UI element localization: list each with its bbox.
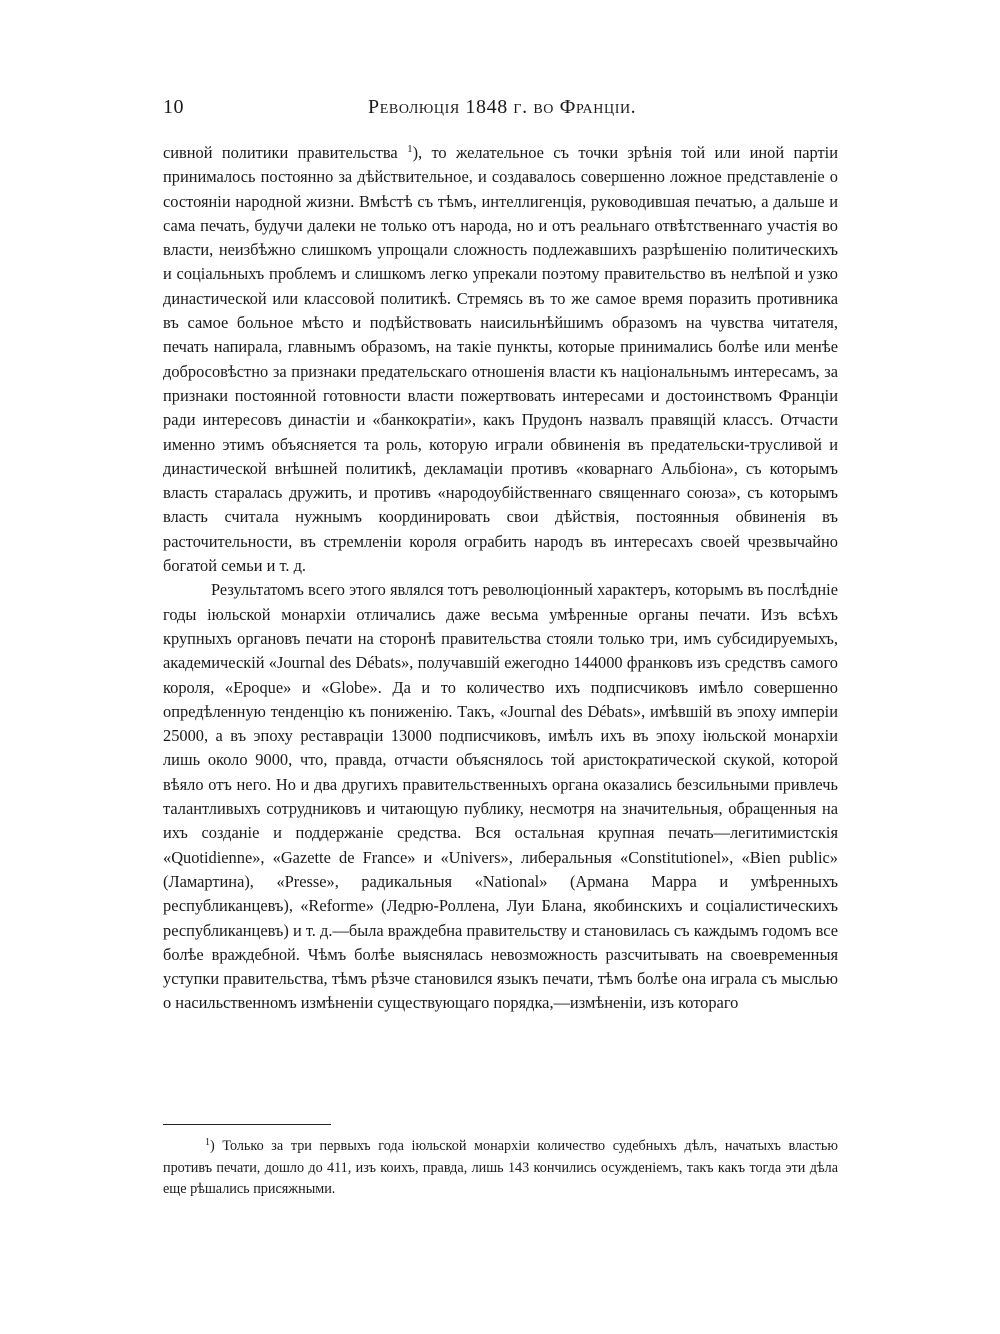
main-text [163, 141, 838, 1016]
running-title: Революція 1848 г. во Франціи. [368, 96, 637, 118]
paragraph-text: ), то желательное съ точки зрѣнія той или иной партіи принималось постоянно за дѣйствительное, и создавалось совершенно ложное представленіе о состояніи народной жизни. Вмѣстѣ съ тѣмъ, интеллигенція, руководившая печатью, а дальше и сама печать, будучи далеки не только отъ народа, но и отъ реальнаго отвѣтственнаго участія во власти, неизбѣжно слишкомъ упрощали сложность подлежавшихъ разрѣшенію политическихъ и соціальныхъ проблемъ и слишкомъ легко упрекали поэтому правительство въ нелѣпой и узко династической или классовой политикѣ. Стремясь въ то же самое время поразить противника въ самое больное мѣсто и подѣйствовать наисильнѣйшимъ образомъ на чувства читателя, печать напирала, главнымъ образомъ, на такіе пункты, которые принимались болѣе или менѣе добросовѣстно за признаки предательскаго отношенія власти къ національнымъ интересамъ, за признаки постоянной готовности власти пожертвовать интересами и достоинствомъ Франціи ради интересовъ династіи и «банкократіи», какъ Прудонъ назвалъ правящій классъ. Отчасти именно этимъ объясняется та роль, которую играли обвиненія въ предательски-трусливой и династической внѣшней политикѣ, декламаціи противъ «коварнаго Альбіона», съ которымъ власть старалась дружить, и противъ «народоубійственнаго священнаго союза», съ которымъ власть считала нужнымъ координировать свои дѣйствія, постоянныя обвиненія въ расточительности, въ стремленіи короля ограбить народъ въ интересахъ своей чрезвычайно богатой семьи и т. д. [163, 143, 838, 576]
paragraph: Результатомъ всего этого являлся тотъ революціонный характеръ, которымъ въ послѣдніе годы іюльской монархіи отличались даже весьма умѣренные органы печати. Изъ всѣхъ крупныхъ органовъ печати на сторонѣ правительства стояли только три, имъ субсидируемыхъ, академическій «Journal des Débats», получавшій ежегодно 144000 франковъ изъ средствъ самого короля, «Epoque» и «Globe». Да и то количество ихъ подписчиковъ имѣло совершенно опредѣленную тенденцію къ пониженію. Такъ, «Journal des Débats», имѣвшій въ эпоху имперіи 25000, а въ эпоху реставраціи 13000 подписчиковъ, имѣлъ ихъ въ эпоху іюльской монархіи лишь около 9000, что, правда, отчасти объяснялось той аристократической скукой, которой вѣяло отъ него. Но и два другихъ правительственныхъ органа оказались безсильными привлечь талантливыхъ сотрудниковъ и читающую публику, несмотря на значительныя, обращенныя на ихъ созданіе и поддержаніе средства. Вся остальная крупная печать—легитимистскія «Quotidienne», «Gazette de France» и «Univers», либеральныя «Constitutionel», «Bien public» (Ламартина), «Presse», радикальныя «National» (Армана Марра и умѣренныхъ республиканцевъ), «Reforme» (Ледрю-Роллена, Луи Блана, якобинскихъ и соціалистическихъ республиканцевъ) и т. д.—была враждебна правительству и становилась съ каждымъ годомъ все болѣе враждебной. Чѣмъ болѣе выяснялась невозможность разсчитывать на своевременныя уступки правительства, тѣмъ рѣзче становился языкъ печати, тѣмъ болѣе она играла съ мыслью о насильственномъ измѣненіи существующаго порядка,—измѣненіи, изъ котораго [163, 580, 838, 1013]
footnote-divider [163, 1124, 331, 1125]
paragraph-text: сивной политики правительства [163, 143, 408, 162]
footnote-marker: 1 [205, 1137, 210, 1148]
footnote-text: ) Только за три первыхъ года іюльской монархіи количество судебныхъ дѣлъ, начатыхъ властью противъ печати, дошло до 411, изъ коихъ, правда, лишь 143 кончились осужденіемъ, такъ какъ тогда эти дѣла еще рѣшались присяжными. [163, 1138, 838, 1197]
footnote [163, 1136, 838, 1201]
page-header [163, 96, 838, 126]
footnote-reference: 1 [407, 143, 413, 155]
page-number: 10 [163, 96, 184, 118]
paragraph-continued [163, 141, 838, 578]
